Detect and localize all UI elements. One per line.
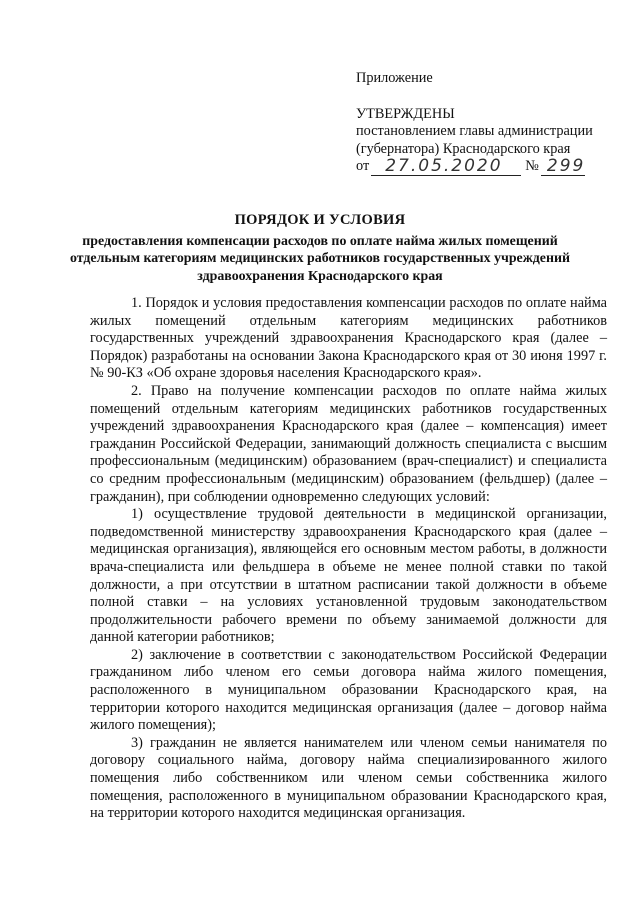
number-field [541,156,586,177]
paragraph-condition-1: 1) осуществление трудовой деятельности в медицинской организации, подведомственной министерству здравоохранения Краснодарского края (далее – медицинская организация), являющейся его основным местом работы, в должности врача-специалиста или фельдшера в объеме не менее полной ставки по такой должности, а при отсутствии в штатном расписании такой должности в объеме полной ставки – на условиях установленной трудовым законодательством продолжительности рабочего времени по объему занимаемой должности для данной категории работников; [90,506,607,646]
handwritten-date: 27.05.2020 [385,156,503,177]
title-main: ПОРЯДОК И УСЛОВИЯ [234,212,406,228]
paragraph-condition-3: 3) гражданин не является нанимателем или членом семьи нанимателя по договору социального найма, договору найма специализированного жилого помещения либо собственником или членом семьи собственника жилого помещения, расположенного в муниципальном образовании Краснодарского края, на территории которого находится медицинская организация. [90,734,607,822]
paragraph-condition-2: 2) заключение в соответствии с законодательством Российской Федерации гражданином либо членом его семьи договора найма жилого помещения, расположенного в муниципальном образовании Краснодарского края, на территории которого находится медицинская организация (далее – договор найма жилого помещения); [90,646,607,734]
date-prefix: от [356,158,370,175]
date-field [371,156,521,177]
document-body [90,295,607,823]
approved-heading: УТВЕРЖДЕНЫ [356,105,455,122]
date-number-line [356,158,616,176]
approval-line-1: постановлением главы администрации [356,123,593,140]
approval-line-2: (губернатора) Краснодарского края [356,140,571,157]
spacer [356,88,616,106]
appendix-label: Приложение [356,70,433,86]
document-title [60,212,580,286]
handwritten-number: 299 [546,156,586,177]
title-subtitle: предоставления компенсации расходов по оплате найма жилых помещений отдельным категориям медицинских работников государственных учреждений здравоохранения Краснодарского края [70,233,570,285]
paragraph-2: 2. Право на получение компенсации расходов по оплате найма жилых помещений отдельным категориям медицинских работников государственных учреждений здравоохранения Краснодарского края (далее – компенсация) имеет гражданин Российской Федерации, занимающий должность специалиста с высшим профессиональным (медицинским) образованием (врач-специалист) и специалиста со средним профессиональным (медицинским) образованием (фельдшер) (далее – гражданин), при соблюдении одновременно следующих условий: [90,382,607,505]
approval-block [356,70,616,176]
paragraph-1: 1. Порядок и условия предоставления компенсации расходов по оплате найма жилых помещений отдельным категориям медицинских работников государственных учреждений здравоохранения Краснодарского края (далее – Порядок) разработаны на основании Закона Краснодарского края от 30 июня 1997 г. № 90-КЗ «Об охране здоровья населения Краснодарского края». [90,295,607,382]
number-prefix: № [525,158,539,175]
